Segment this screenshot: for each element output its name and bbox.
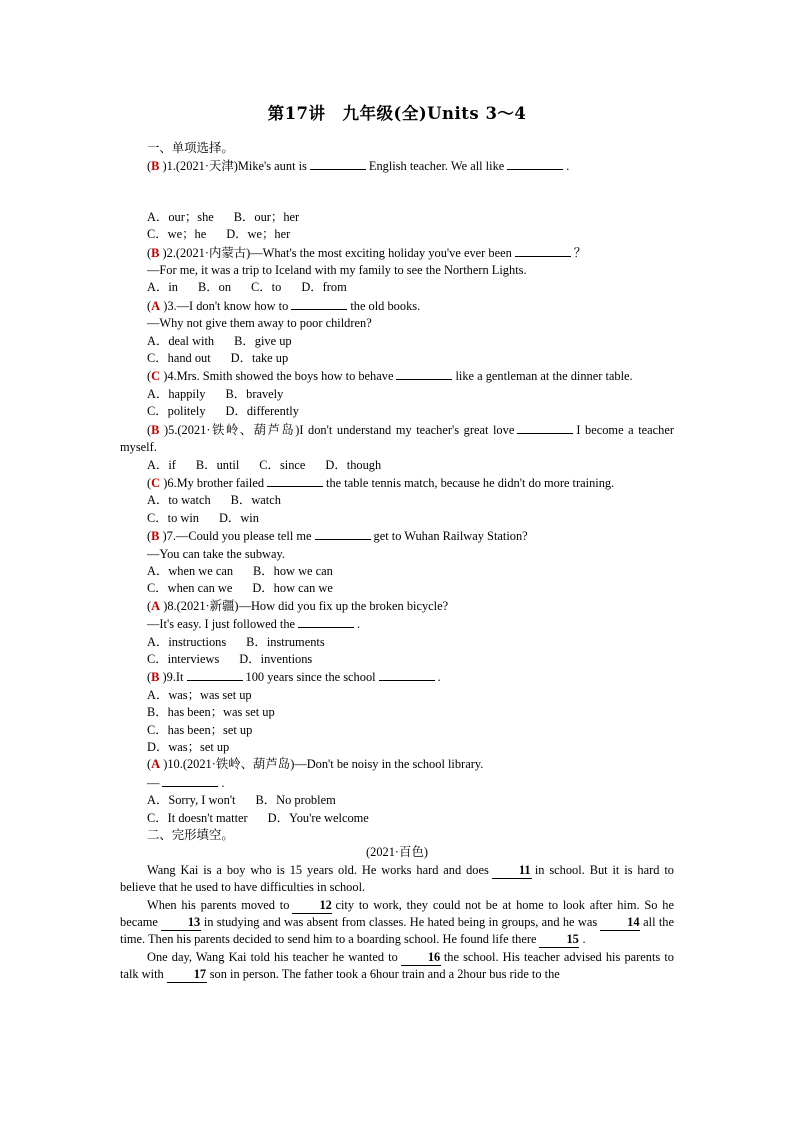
worksheet-body <box>120 140 674 984</box>
answer-key: A <box>151 598 161 613</box>
dialog-line: —Why not give them away to poor children? <box>147 316 372 331</box>
answer-blank <box>379 668 435 681</box>
answer-key: B <box>151 422 160 437</box>
answer-key: B <box>151 670 160 685</box>
cloze-blank: 16 <box>401 950 441 966</box>
question-3: (A )3.—I don't know how to the old books. <box>147 298 421 313</box>
question-9: (B )9.It 100 years since the school . <box>147 670 441 685</box>
options-row: A．when we can B．how we can <box>147 563 333 578</box>
answer-blank <box>291 297 347 310</box>
answer-blank <box>396 367 452 380</box>
question-8: (A )8.(2021·新疆)—How did you fix up the broken bicycle? <box>147 598 449 613</box>
answer-blank <box>517 421 573 434</box>
options-row: C．It doesn't matter D．You're welcome <box>147 810 369 825</box>
answer-key: B <box>151 529 160 544</box>
question-7: (B )7.—Could you please tell me get to Wuhan Railway Station? <box>147 529 528 544</box>
answer-key: B <box>151 159 160 174</box>
passage-paragraph: One day, Wang Kai told his teacher he wanted to 16 the school. His teacher advised his parents to talk with 17 son in person. The father took a 6hour train and a 2hour bus ride to the <box>120 949 674 982</box>
option-line: B．has been；was set up <box>147 705 275 720</box>
options-row: A．in B．on C．to D．from <box>147 280 347 295</box>
dialog-line: —You can take the subway. <box>147 546 285 561</box>
answer-blank <box>187 668 243 681</box>
question-1: (B )1.(2021·天津)Mike's aunt is English teacher. We all like . <box>147 159 570 174</box>
cloze-blank: 15 <box>539 932 579 948</box>
answer-key: A <box>151 298 161 313</box>
cloze-blank: 12 <box>292 898 332 914</box>
options-row: C．interviews D．inventions <box>147 651 313 666</box>
answer-blank <box>315 527 371 540</box>
question-10: (A )10.(2021·铁岭、葫芦岛)—Don't be noisy in the school library. <box>147 757 484 772</box>
answer-blank <box>507 157 563 170</box>
dialog-line: — . <box>147 775 225 790</box>
dialog-line: —It's easy. I just followed the . <box>147 617 361 632</box>
answer-key: A <box>151 757 161 772</box>
options-row: C．when can we D．how can we <box>147 581 333 596</box>
option-line: A．was；was set up <box>147 687 252 702</box>
question-4: (C )4.Mrs. Smith showed the boys how to behave like a gentleman at the dinner table. <box>147 369 633 384</box>
cloze-blank: 11 <box>492 863 532 879</box>
options-row: A．our；she B．our；her <box>147 209 300 224</box>
answer-key: B <box>151 245 160 260</box>
answer-blank <box>515 244 571 257</box>
page-title: 第17讲 九年级(全)Units 3～4 <box>267 104 527 123</box>
options-row: A．deal with B．give up <box>147 333 292 348</box>
options-row: A．happily B．bravely <box>147 386 284 401</box>
section-heading: 一、单项选择。 <box>147 141 234 155</box>
cloze-blank: 13 <box>161 915 201 931</box>
options-row: C．hand out D．take up <box>147 351 289 366</box>
options-row: C．politely D．differently <box>147 404 299 419</box>
passage-paragraph: Wang Kai is a boy who is 15 years old. He works hard and does 11 in school. But it is hard to believe that he used to have difficulties in school. <box>120 862 674 895</box>
options-row: A．Sorry, I won't B．No problem <box>147 793 336 808</box>
answer-key: C <box>151 369 161 384</box>
dialog-line: —For me, it was a trip to Iceland with my family to see the Northern Lights. <box>147 263 527 278</box>
options-row: C．to win D．win <box>147 510 259 525</box>
answer-blank <box>310 157 366 170</box>
options-row: C．we；he D．we；her <box>147 227 291 242</box>
cloze-blank: 17 <box>167 967 207 983</box>
option-line: D．was；set up <box>147 740 230 754</box>
passage-paragraph: When his parents moved to 12 city to work, they could not be at home to look after him. So he became 13 in studying and was absent from classes. He hated being in groups, and he was 14 all the time. Then his parents decided to send him to a boarding school. He found life there 15 . <box>120 897 675 947</box>
question-6: (C )6.My brother failed the table tennis match, because he didn't do more training. <box>147 475 615 490</box>
answer-blank <box>267 474 323 487</box>
question-5: (B )5.(2021·铁岭、葫芦岛)I don't understand my teacher's great love I become a teacher myself. <box>120 422 674 455</box>
cloze-blank: 14 <box>600 915 640 931</box>
answer-key: C <box>151 475 161 490</box>
passage-source: (2021·百色) <box>366 845 428 860</box>
answer-blank <box>298 615 354 628</box>
question-2: (B )2.(2021·内蒙古)—What's the most exciting holiday you've ever been ？ <box>147 245 587 260</box>
option-line: C．has been；set up <box>147 722 253 737</box>
answer-blank <box>162 774 218 787</box>
section-heading: 二、完形填空。 <box>147 828 234 843</box>
options-row: A．if B．until C．since D．though <box>147 457 382 472</box>
options-row: A．to watch B．watch <box>147 493 281 508</box>
options-row: A．instructions B．instruments <box>147 634 325 649</box>
